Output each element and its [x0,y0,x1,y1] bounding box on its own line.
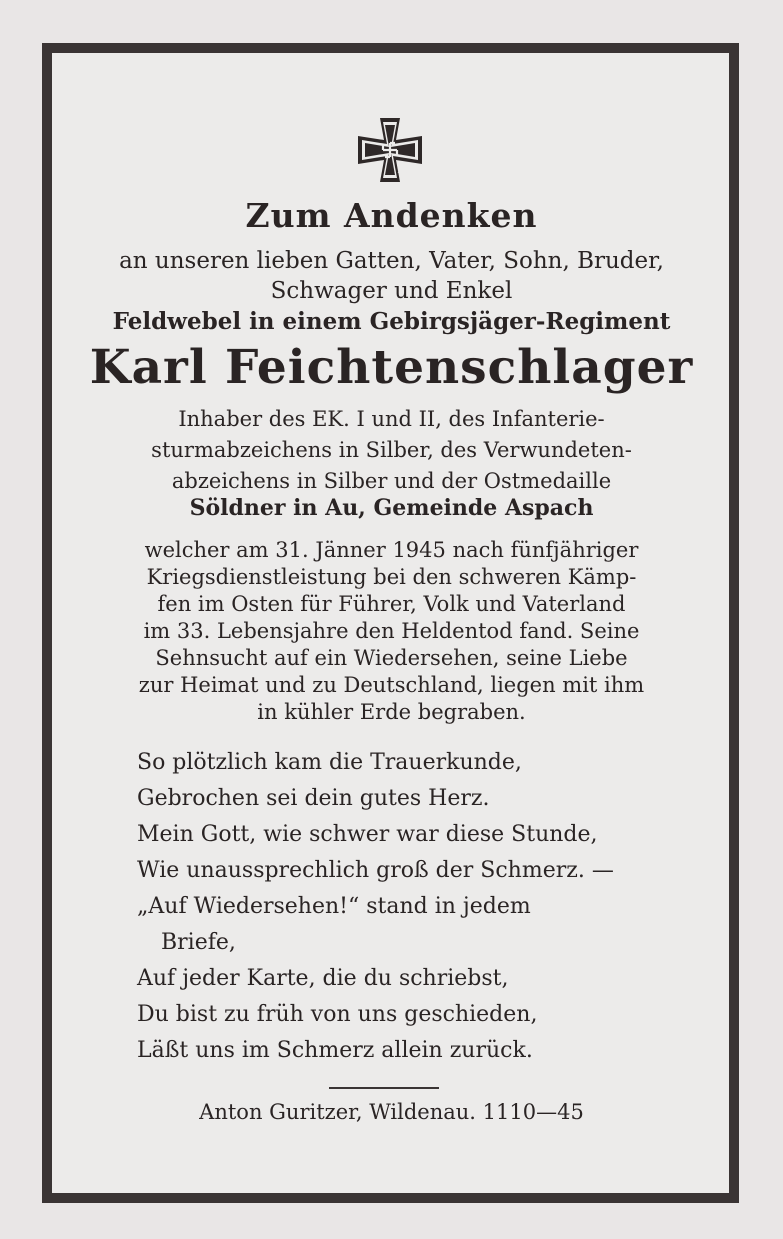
biography [50,537,733,726]
honors [50,404,733,497]
dedication-line: Schwager und Enkel [270,278,513,304]
svg-text:1939: 1939 [397,167,415,175]
poem-line: Wie unaussprechlich groß der Schmerz. — [137,858,614,883]
honors-line: Inhaber des EK. I und II, des Infanterie- [178,407,605,431]
occupation: Söldner in Au, Gemeinde Aspach [189,495,594,521]
biography-line: fen im Osten für Führer, Volk und Vaterland [157,592,626,616]
biography-line: in kühler Erde begraben. [257,700,526,724]
poem-line: Mein Gott, wie schwer war diese Stunde, [137,822,598,847]
poem-line: Läßt uns im Schmerz allein zurück. [137,1038,533,1063]
poem-line: So plötzlich kam die Trauerkunde, [137,750,522,775]
poem-line: „Auf Wiedersehen!“ stand in jedem [137,894,531,919]
iron-cross-icon [356,116,424,184]
dedication [50,246,733,306]
biography-line: Kriegsdienstleistung bei den schweren Kämp- [146,565,637,589]
deceased-name: Karl Feichtenschlager [89,340,694,395]
biography-line: Sehnsucht auf ein Wiedersehen, seine Liebe [155,646,628,670]
poem-line: Auf jeder Karte, die du schriebst, [137,966,509,991]
rank: Feldwebel in einem Gebirgsjäger-Regiment [112,308,671,335]
poem-line: Briefe, [161,930,236,955]
dedication-line: an unseren lieben Gatten, Vater, Sohn, Bruder, [119,248,664,274]
biography-line: welcher am 31. Jänner 1945 nach fünfjähriger [144,538,639,562]
poem-line: Gebrochen sei dein gutes Herz. [137,786,490,811]
heading: Zum Andenken [245,196,538,235]
biography-line: zur Heimat und zu Deutschland, liegen mit ihm [138,673,645,697]
poem-line: Du bist zu früh von uns geschieden, [137,1002,538,1027]
divider [329,1087,439,1089]
honors-line: sturmabzeichens in Silber, des Verwundeten- [151,438,632,462]
biography-line: im 33. Lebensjahre den Heldentod fand. Seine [143,619,640,643]
honors-line: abzeichens in Silber und der Ostmedaille [171,469,612,493]
printer-imprint: Anton Guritzer, Wildenau. 1110—45 [199,1100,584,1124]
poem [137,745,717,1069]
